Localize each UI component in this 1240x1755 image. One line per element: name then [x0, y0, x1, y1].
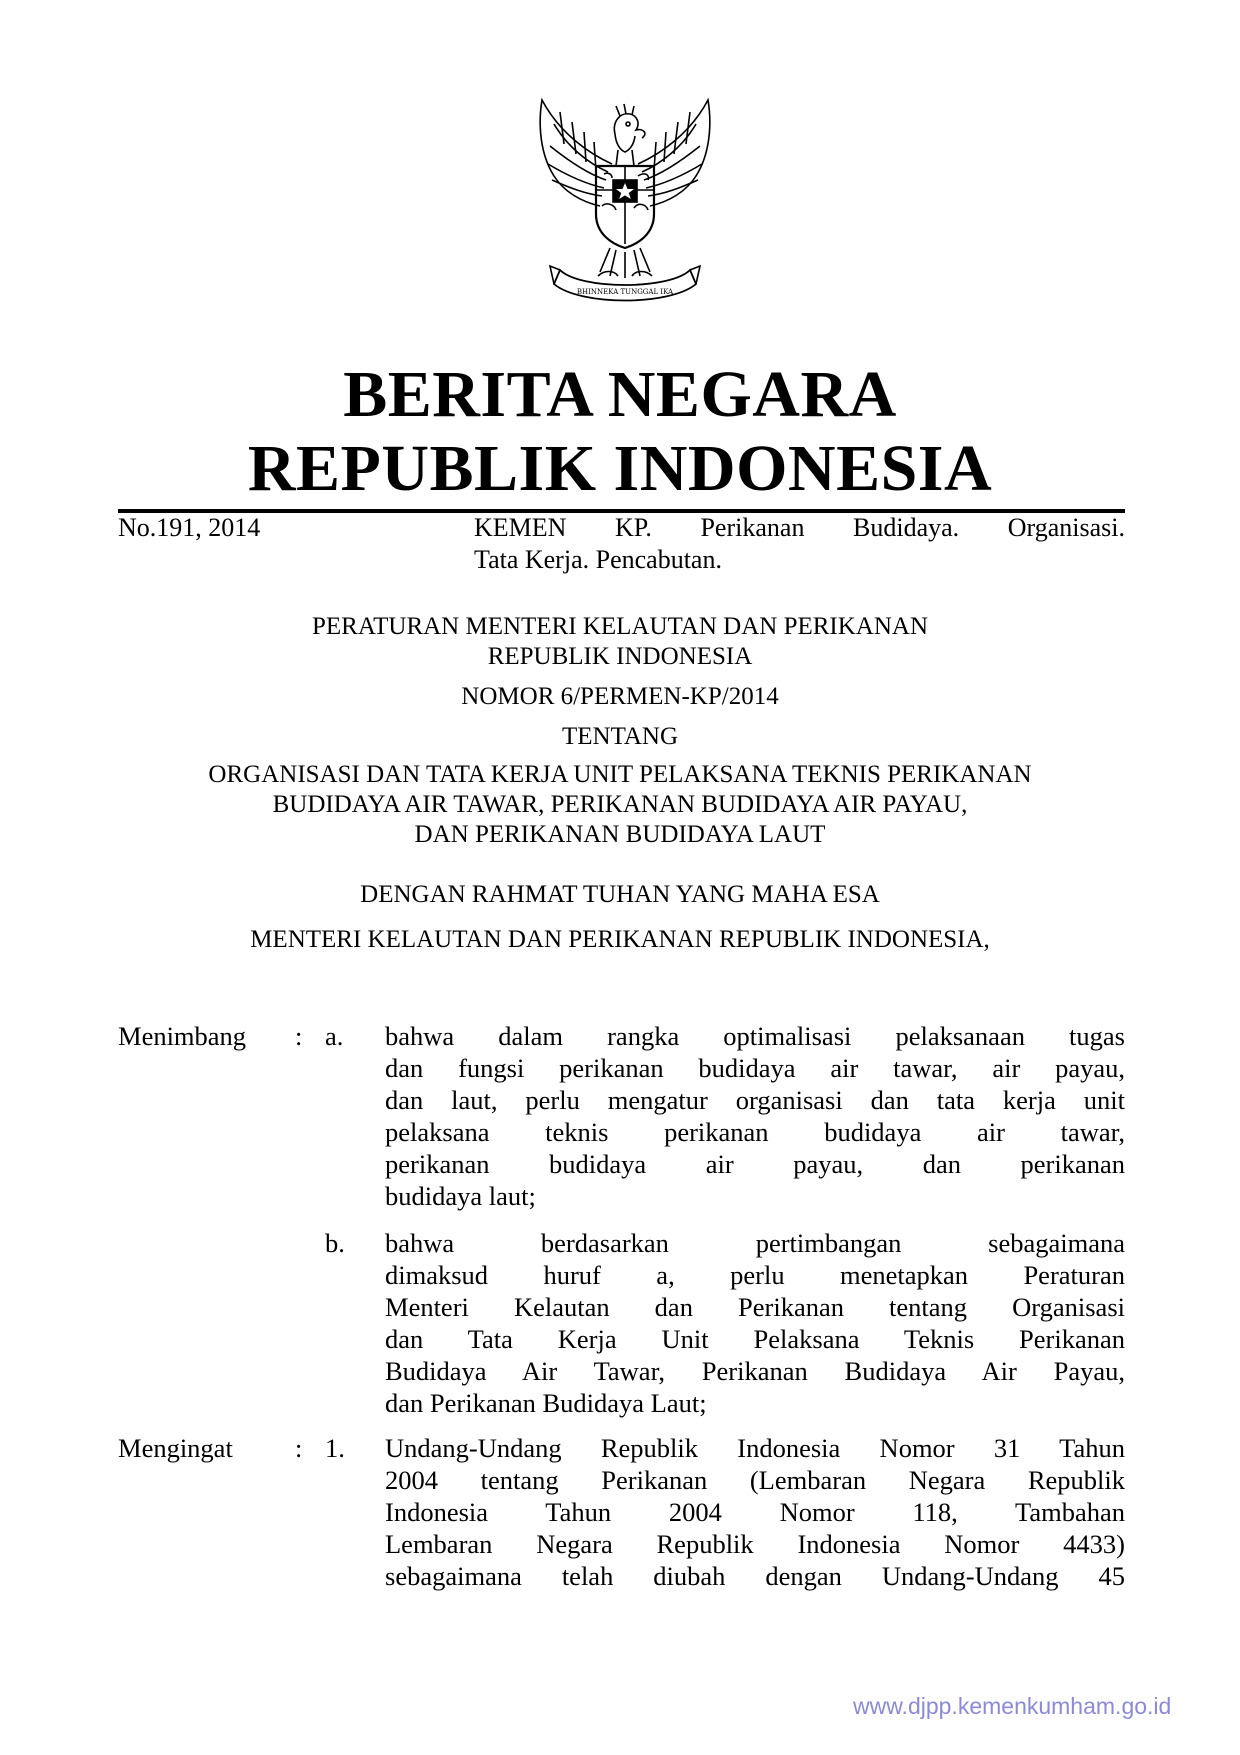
text-line: Menteri Kelautan dan Perikanan tentang Organisasi — [385, 1292, 1125, 1322]
footer-url-link[interactable]: www.djpp.kemenkumham.go.id — [853, 1693, 1172, 1719]
item-marker: 1. — [325, 1433, 345, 1463]
garuda-pancasila-emblem-icon — [520, 94, 730, 304]
regulation-topic-line1: ORGANISASI DAN TATA KERJA UNIT PELAKSANA TEKNIS PERIKANAN — [208, 761, 1032, 788]
mengingat-colon: : — [295, 1433, 303, 1463]
text-line: bahwa berdasarkan pertimbangan sebagaimana — [385, 1228, 1125, 1258]
regulation-heading-line1: PERATURAN MENTERI KELAUTAN DAN PERIKANAN — [311, 613, 929, 640]
text-line: Lembaran Negara Republik Indonesia Nomor 4433) — [385, 1529, 1125, 1559]
item-marker: b. — [325, 1228, 345, 1258]
item-text — [385, 1020, 1125, 1212]
text-line: perikanan budidaya air payau, dan perikanan — [385, 1149, 1125, 1179]
text-line: 2004 tentang Perikanan (Lembaran Negara Republik — [385, 1465, 1125, 1495]
text-line: sebagaimana telah diubah dengan Undang-Undang 45 — [385, 1561, 1125, 1591]
regulation-number: NOMOR 6/PERMEN-KP/2014 — [461, 683, 779, 710]
text-line: Budidaya Air Tawar, Perikanan Budidaya Air Payau, — [385, 1356, 1125, 1386]
regulation-minister: MENTERI KELAUTAN DAN PERIKANAN REPUBLIK INDONESIA, — [250, 926, 990, 953]
gazette-title-line1: BERITA NEGARA — [343, 358, 897, 431]
text-line: dan Tata Kerja Unit Pelaksana Teknis Perikanan — [385, 1324, 1125, 1354]
gazette-subject-line1: KEMEN KP. Perikanan Budidaya. Organisasi. — [474, 513, 1125, 542]
regulation-topic — [0, 760, 1240, 850]
gazette-subject-line2: Tata Kerja. Pencabutan. — [474, 545, 722, 574]
gazette-title-line2: REPUBLIK INDONESIA — [247, 432, 993, 505]
regulation-topic-line2: BUDIDAYA AIR TAWAR, PERIKANAN BUDIDAYA AIR PAYAU, — [272, 791, 968, 818]
svg-text:BHINNEKA TUNGGAL IKA: BHINNEKA TUNGGAL IKA — [576, 288, 674, 296]
gazette-number: No.191, 2014 — [118, 513, 261, 542]
text-line: dimaksud huruf a, perlu menetapkan Peraturan — [385, 1260, 1125, 1290]
menimbang-colon: : — [295, 1021, 303, 1051]
menimbang-label: Menimbang — [118, 1021, 247, 1051]
item-text — [385, 1227, 1125, 1419]
regulation-heading — [0, 612, 1240, 672]
text-line: dan laut, perlu mengatur organisasi dan tata kerja unit — [385, 1085, 1125, 1115]
regulation-topic-line3: DAN PERIKANAN BUDIDAYA LAUT — [414, 821, 826, 848]
text-line: bahwa dalam rangka optimalisasi pelaksanaan tugas — [385, 1021, 1125, 1051]
text-line: pelaksana teknis perikanan budidaya air tawar, — [385, 1117, 1125, 1147]
gazette-subject — [474, 512, 1125, 576]
text-line: dan Perikanan Budidaya Laut; — [385, 1388, 707, 1418]
text-line: Indonesia Tahun 2004 Nomor 118, Tambahan — [385, 1497, 1125, 1527]
text-line: dan fungsi perikanan budidaya air tawar, air payau, — [385, 1053, 1125, 1083]
mengingat-label: Mengingat — [118, 1433, 233, 1463]
item-text — [385, 1432, 1125, 1592]
text-line: budidaya laut; — [385, 1181, 536, 1211]
regulation-heading-line2: REPUBLIK INDONESIA — [487, 643, 753, 670]
regulation-grace: DENGAN RAHMAT TUHAN YANG MAHA ESA — [360, 881, 880, 908]
text-line: Undang-Undang Republik Indonesia Nomor 31 Tahun — [385, 1433, 1125, 1463]
regulation-about: TENTANG — [561, 723, 679, 750]
item-marker: a. — [325, 1021, 344, 1051]
